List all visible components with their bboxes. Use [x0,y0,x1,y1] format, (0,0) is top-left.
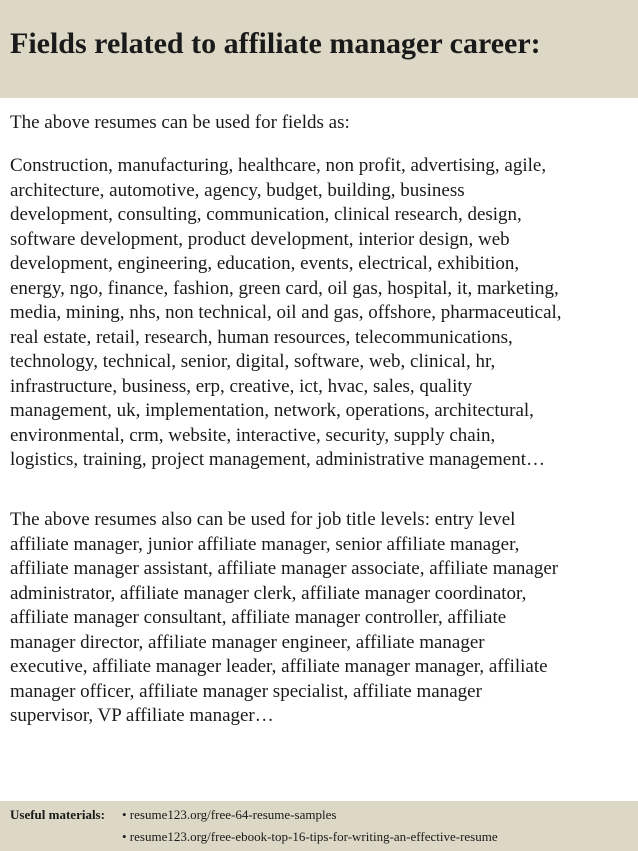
job-levels-paragraph [10,508,634,729]
fields-line: infrastructure, business, erp, creative, ict, hvac, sales, quality [10,375,473,397]
footer-band [0,801,638,851]
fields-paragraph [10,154,634,473]
levels-line: manager director, affiliate manager engineer, affiliate manager [10,631,485,653]
fields-line: energy, ngo, finance, fashion, green card, oil gas, hospital, it, marketing, [10,277,559,299]
levels-line: executive, affiliate manager leader, affiliate manager manager, affiliate [10,656,548,677]
page-title: Fields related to affiliate manager career: [10,27,541,60]
useful-materials-separator: : [100,807,105,822]
fields-line: architecture, automotive, agency, budget, building, business [10,179,465,201]
levels-line: The above resumes also can be used for job title levels: entry level [10,509,516,530]
fields-line: software development, product development, interior design, web [10,228,510,250]
fields-line: development, engineering, education, events, electrical, exhibition, [10,253,520,274]
fields-line: environmental, crm, website, interactive, security, supply chain, [10,424,496,446]
fields-line: real estate, retail, research, human resources, telecommunications, [10,326,513,348]
resume-samples-link[interactable]: • resume123.org/free-64-resume-samples [122,807,337,822]
fields-line: management, uk, implementation, network, operations, architectural, [10,400,534,421]
useful-materials-label-text: Useful materials [10,807,101,822]
levels-line: manager officer, affiliate manager specialist, affiliate manager [10,680,482,702]
ebook-tips-link[interactable]: • resume123.org/free-ebook-top-16-tips-for-writing-an-effective-resume [122,829,498,844]
levels-line: affiliate manager assistant, affiliate manager associate, affiliate manager [10,558,559,579]
fields-line: media, mining, nhs, non technical, oil and gas, offshore, pharmaceutical, [10,302,562,323]
levels-line: affiliate manager, junior affiliate manager, senior affiliate manager, [10,533,520,555]
fields-line: development, consulting, communication, clinical research, design, [10,204,522,225]
useful-materials-label [10,807,105,823]
intro-text: The above resumes can be used for fields as: [10,112,350,133]
fields-line: Construction, manufacturing, healthcare, non profit, advertising, agile, [10,155,547,176]
levels-line: administrator, affiliate manager clerk, affiliate manager coordinator, [10,582,527,604]
levels-line: affiliate manager consultant, affiliate manager controller, affiliate [10,607,507,628]
levels-line: supervisor, VP affiliate manager… [10,705,274,726]
header-band [0,0,638,98]
fields-line: technology, technical, senior, digital, software, web, clinical, hr, [10,351,496,372]
fields-line: logistics, training, project management, administrative management… [10,449,546,470]
